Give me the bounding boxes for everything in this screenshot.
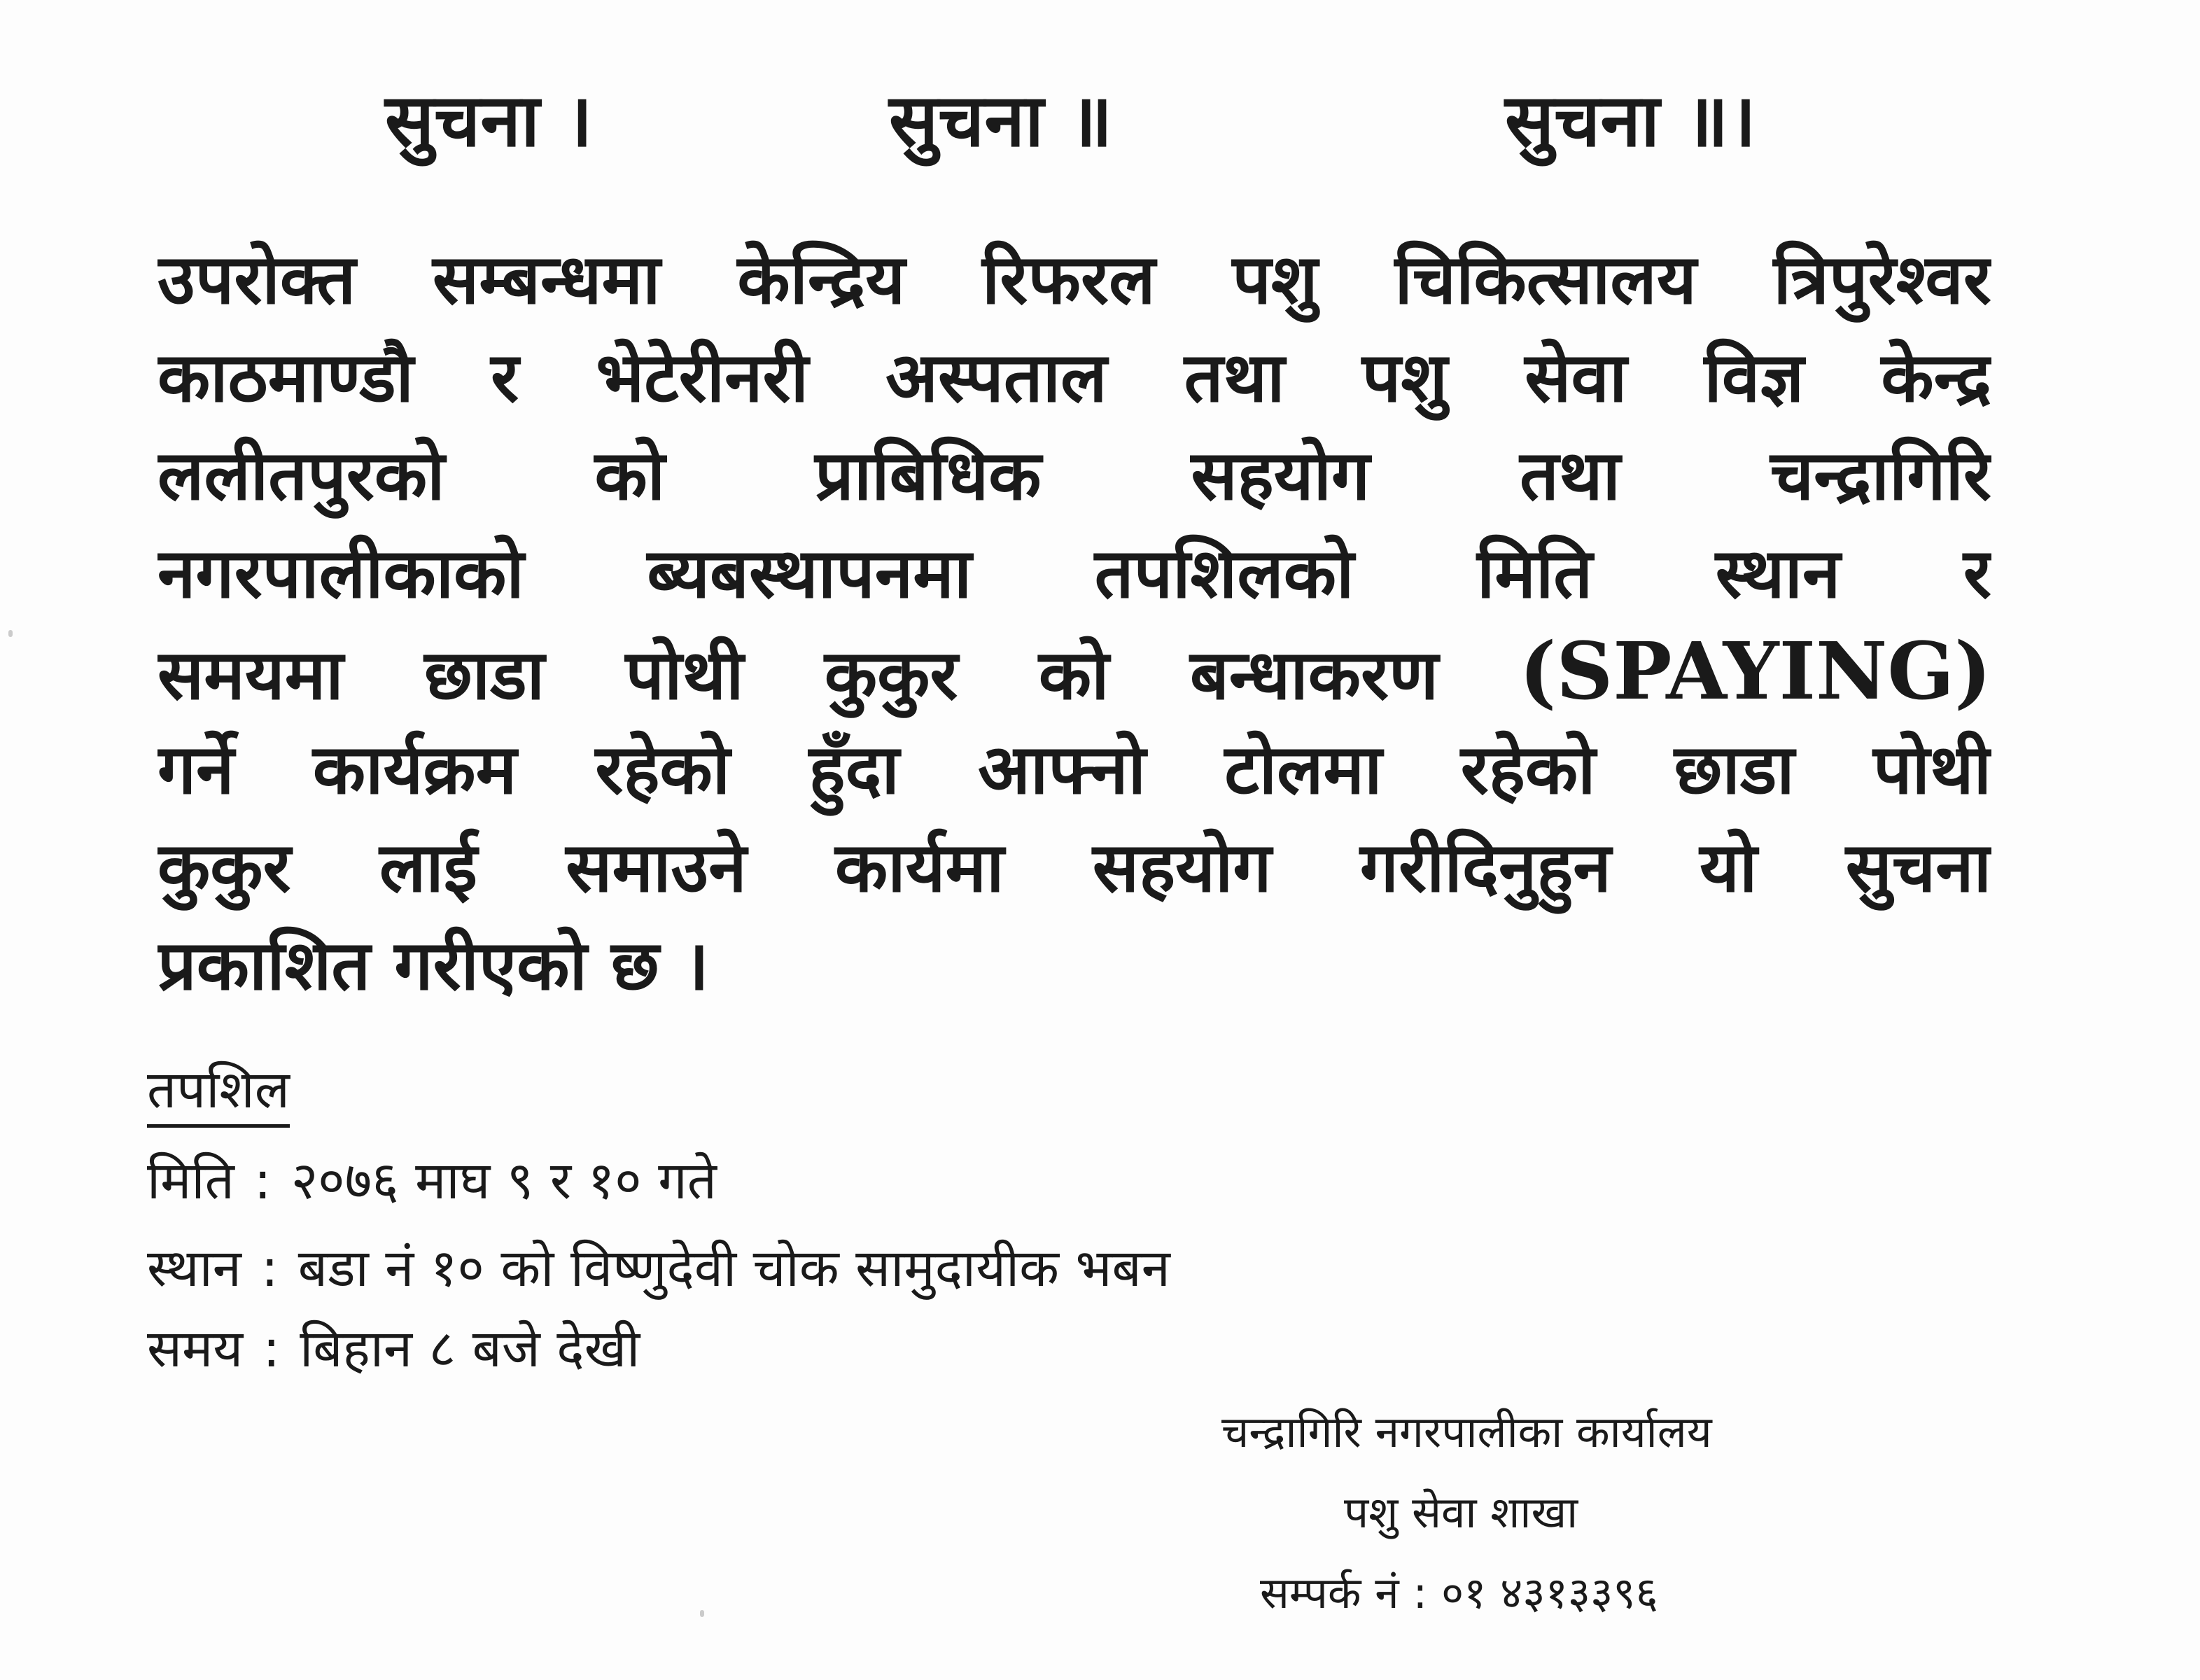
detail-value-date: २०७६ माघ ९ र १० गते	[290, 1151, 717, 1211]
detail-row-time	[147, 1319, 640, 1379]
header-notice-word-2: सुचना ॥	[889, 78, 1113, 163]
signature-office: चन्द्रागिरि नगरपालीका कार्यालय	[1221, 1406, 1712, 1457]
detail-label-time: समय	[147, 1319, 244, 1379]
notice-body	[157, 231, 1991, 1015]
detail-label-date: मिति	[147, 1151, 234, 1211]
detail-row-date	[147, 1151, 717, 1211]
body-line-4: नगरपालीकाको ब्यबस्थापनमा तपशिलको मिति स्थान र	[157, 534, 1991, 614]
detail-separator: :	[253, 1151, 272, 1211]
signature-contact: सम्पर्क नं : ०१ ४३१३३९६	[1260, 1567, 1658, 1618]
body-line-8: प्रकाशित गरीएको छ ।	[157, 926, 709, 1006]
body-line-6: गर्ने कार्यक्रम रहेको हुँदा आफ्नो टोलमा रहेको छाडा पोथी	[157, 730, 1991, 810]
detail-value-time: बिहान ८ बजे देखी	[300, 1319, 640, 1379]
spaying-emphasis: (SPAYING)	[1519, 626, 1991, 718]
scan-speck	[8, 630, 13, 637]
signature-branch: पशु सेवा शाखा	[1344, 1487, 1578, 1538]
detail-value-place: बडा नं १० को विष्णुदेवी चोक सामुदायीक भबन	[297, 1238, 1170, 1298]
scan-speck	[700, 1610, 704, 1617]
body-line-7: कुकुर लाई समाउने कार्यमा सहयोग गरीदिनुहुन यो सुचना	[157, 828, 1991, 908]
detail-label-place: स्थान	[147, 1238, 241, 1298]
body-line-3: ललीतपुरको को प्राबिधिक सहयोग तथा चन्द्रागिरि	[157, 436, 1991, 516]
body-line-5-text: समयमा छाडा पोथी कुकुर को बन्धाकरण	[157, 636, 1438, 715]
detail-separator: :	[260, 1238, 279, 1298]
body-line-1: उपरोक्त सम्बन्धमा केन्द्रिय रिफरल पशु चिकित्सालय त्रिपुरेश्वर	[157, 240, 1991, 320]
body-line-2: काठमाण्डौ र भेटेरीनरी अस्पताल तथा पशु सेवा विज्ञ केन्द्र	[157, 338, 1991, 418]
detail-separator: :	[262, 1319, 281, 1379]
header-notice-word-1: सुचना ।	[385, 78, 593, 163]
details-heading: तपशिल	[147, 1064, 290, 1128]
header-notice-word-3: सुचना ॥।	[1505, 78, 1756, 163]
detail-row-place	[147, 1238, 1170, 1298]
body-line-5	[157, 623, 1991, 721]
